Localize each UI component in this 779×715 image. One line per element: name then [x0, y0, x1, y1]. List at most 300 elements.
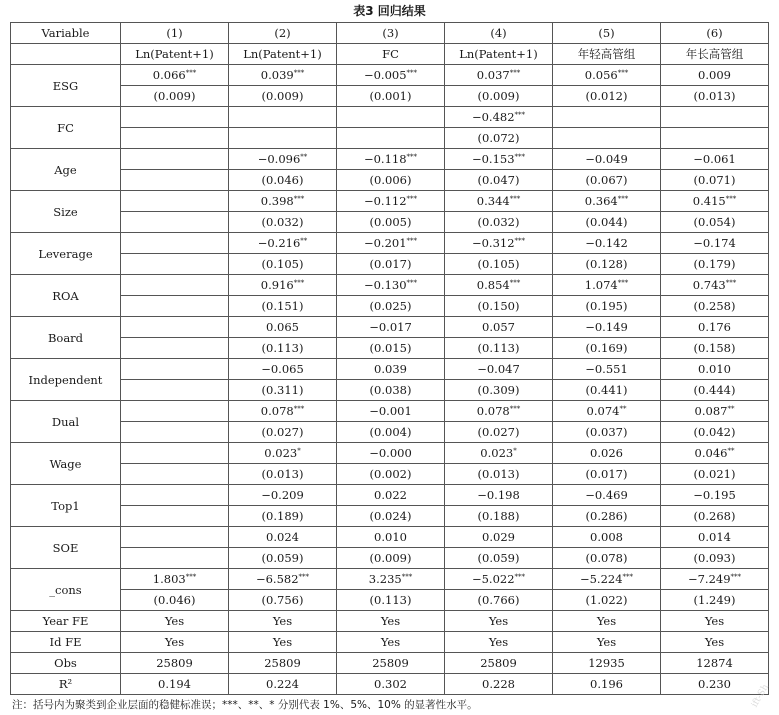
coef-cell — [229, 485, 337, 506]
coef-cell — [445, 443, 553, 464]
se-cell — [121, 212, 229, 233]
coef-row — [11, 107, 769, 128]
coef-row — [11, 527, 769, 548]
se-cell: (0.001) — [337, 86, 445, 107]
significance-stars: *** — [617, 195, 629, 203]
coef-cell — [229, 191, 337, 212]
significance-stars: *** — [509, 405, 521, 413]
significance-stars: *** — [730, 573, 742, 581]
significance-stars: ** — [727, 405, 735, 413]
watermark: ift-Sh — [750, 682, 772, 710]
significance-stars: *** — [293, 405, 305, 413]
significance-stars: *** — [185, 573, 197, 581]
significance-stars: *** — [617, 279, 629, 287]
coef-value: 0.010 — [374, 530, 407, 544]
footer-label: R² — [11, 674, 121, 695]
coef-cell — [553, 275, 661, 296]
coef-cell — [229, 317, 337, 338]
footer-cell: 25809 — [121, 653, 229, 674]
coef-cell — [661, 275, 769, 296]
se-cell: (0.158) — [661, 338, 769, 359]
header-row-numbers — [11, 23, 769, 44]
coef-value: 0.074 — [586, 404, 620, 418]
coef-value: 0.014 — [698, 530, 731, 544]
coef-cell — [121, 275, 229, 296]
footer-cell: 12935 — [553, 653, 661, 674]
footer-cell: Yes — [553, 611, 661, 632]
coef-cell — [337, 569, 445, 590]
footer-cell: 25809 — [445, 653, 553, 674]
coef-value: 0.008 — [590, 530, 623, 544]
coef-cell — [229, 443, 337, 464]
coef-value: 0.037 — [476, 68, 510, 82]
coef-cell — [445, 233, 553, 254]
coef-cell — [661, 149, 769, 170]
header-cell: (1) — [121, 23, 229, 44]
coef-cell — [553, 359, 661, 380]
se-cell: (0.009) — [445, 86, 553, 107]
coef-value: −0.000 — [369, 446, 412, 460]
footer-cell: Yes — [661, 632, 769, 653]
coef-value: 0.415 — [692, 194, 726, 208]
header-cell: Ln(Patent+1) — [445, 44, 553, 65]
coef-cell — [553, 401, 661, 422]
se-cell — [661, 128, 769, 149]
coef-cell — [445, 485, 553, 506]
coef-cell — [337, 401, 445, 422]
se-cell: (0.059) — [445, 548, 553, 569]
coef-value: 0.039 — [374, 362, 407, 376]
coef-cell — [445, 569, 553, 590]
coef-cell — [337, 65, 445, 86]
header-cell: Ln(Patent+1) — [121, 44, 229, 65]
significance-stars: ** — [727, 447, 735, 455]
coef-value: −0.017 — [369, 320, 412, 334]
se-row — [11, 590, 769, 611]
header-cell: Ln(Patent+1) — [229, 44, 337, 65]
se-cell — [121, 254, 229, 275]
coef-row — [11, 443, 769, 464]
coef-cell — [229, 527, 337, 548]
significance-stars: *** — [293, 69, 305, 77]
coef-value: 0.023 — [480, 446, 514, 460]
coef-cell — [121, 527, 229, 548]
significance-stars: * — [297, 447, 301, 455]
se-cell: (0.150) — [445, 296, 553, 317]
coef-cell — [337, 107, 445, 128]
coef-value: 0.176 — [698, 320, 731, 334]
significance-stars: *** — [406, 195, 418, 203]
header-cell — [11, 44, 121, 65]
coef-cell — [229, 275, 337, 296]
significance-stars: *** — [514, 237, 526, 245]
coef-value: 0.087 — [694, 404, 728, 418]
se-cell: (0.037) — [553, 422, 661, 443]
footer-cell: 25809 — [337, 653, 445, 674]
coef-value: −6.582 — [255, 572, 299, 586]
coef-cell — [445, 191, 553, 212]
coef-value: 0.010 — [698, 362, 731, 376]
header-cell: 年长高管组 — [661, 44, 769, 65]
coef-cell — [553, 317, 661, 338]
coef-value: 0.743 — [692, 278, 726, 292]
coef-cell — [553, 149, 661, 170]
coef-cell — [553, 191, 661, 212]
coef-value: −5.022 — [471, 572, 515, 586]
significance-stars: *** — [401, 573, 413, 581]
significance-stars: *** — [406, 69, 418, 77]
coef-value: 0.065 — [266, 320, 299, 334]
coef-value: −0.047 — [477, 362, 520, 376]
header-cell: (4) — [445, 23, 553, 44]
se-cell: (0.189) — [229, 506, 337, 527]
se-cell: (0.059) — [229, 548, 337, 569]
se-cell: (0.188) — [445, 506, 553, 527]
significance-stars: ** — [300, 153, 308, 161]
coef-cell — [445, 275, 553, 296]
coef-cell — [661, 65, 769, 86]
coef-cell — [553, 233, 661, 254]
coef-cell — [661, 317, 769, 338]
se-cell — [121, 170, 229, 191]
se-cell: (0.113) — [229, 338, 337, 359]
se-cell — [229, 128, 337, 149]
se-cell: (0.105) — [229, 254, 337, 275]
coef-cell — [337, 191, 445, 212]
header-cell: Variable — [11, 23, 121, 44]
header-cell: (5) — [553, 23, 661, 44]
se-cell: (0.766) — [445, 590, 553, 611]
se-cell: (0.054) — [661, 212, 769, 233]
significance-stars: *** — [514, 573, 526, 581]
se-cell: (0.072) — [445, 128, 553, 149]
se-cell: (0.078) — [553, 548, 661, 569]
se-cell: (0.013) — [445, 464, 553, 485]
coef-cell — [661, 527, 769, 548]
footer-cell: 0.224 — [229, 674, 337, 695]
se-row — [11, 548, 769, 569]
significance-stars: * — [513, 447, 517, 455]
coef-row — [11, 401, 769, 422]
coef-cell — [337, 233, 445, 254]
coef-cell — [121, 485, 229, 506]
coef-value: −0.005 — [363, 68, 407, 82]
se-row — [11, 380, 769, 401]
coef-cell — [229, 233, 337, 254]
coef-cell — [661, 485, 769, 506]
footer-cell: Yes — [445, 632, 553, 653]
footer-row — [11, 611, 769, 632]
coef-value: 0.344 — [476, 194, 510, 208]
se-cell: (1.022) — [553, 590, 661, 611]
coef-cell — [445, 401, 553, 422]
se-cell — [553, 128, 661, 149]
regression-table-body — [11, 23, 769, 695]
coef-value: −0.482 — [471, 110, 515, 124]
coef-value: 0.046 — [694, 446, 728, 460]
coef-cell — [121, 401, 229, 422]
coef-cell — [337, 485, 445, 506]
coef-cell — [661, 191, 769, 212]
se-cell: (0.024) — [337, 506, 445, 527]
coef-value: 0.078 — [476, 404, 510, 418]
coef-cell — [337, 317, 445, 338]
se-cell: (0.311) — [229, 380, 337, 401]
se-row — [11, 170, 769, 191]
se-cell — [121, 380, 229, 401]
table-title: 表3 回归结果 — [353, 4, 426, 18]
footer-cell: Yes — [337, 611, 445, 632]
coef-row — [11, 149, 769, 170]
coef-value: 1.074 — [584, 278, 618, 292]
coef-cell — [121, 65, 229, 86]
footer-cell: 12874 — [661, 653, 769, 674]
se-cell: (0.042) — [661, 422, 769, 443]
coef-value: 0.916 — [260, 278, 294, 292]
footer-row — [11, 653, 769, 674]
significance-stars: *** — [293, 279, 305, 287]
coef-cell — [229, 569, 337, 590]
footer-cell: Yes — [121, 632, 229, 653]
se-cell: (0.006) — [337, 170, 445, 191]
footer-cell: Yes — [229, 632, 337, 653]
se-cell: (0.013) — [661, 86, 769, 107]
variable-name: Size — [11, 191, 121, 233]
se-row — [11, 422, 769, 443]
significance-stars: ** — [619, 405, 627, 413]
coef-value: 0.039 — [260, 68, 294, 82]
variable-name: Independent — [11, 359, 121, 401]
coef-cell — [229, 359, 337, 380]
coef-cell — [337, 443, 445, 464]
significance-stars: *** — [514, 111, 526, 119]
coef-value: −0.118 — [363, 152, 407, 166]
coef-cell — [661, 401, 769, 422]
header-cell: 年轻高管组 — [553, 44, 661, 65]
coef-value: 0.056 — [584, 68, 618, 82]
se-cell: (0.005) — [337, 212, 445, 233]
coef-value: 0.024 — [266, 530, 299, 544]
se-cell: (0.015) — [337, 338, 445, 359]
coef-cell — [337, 359, 445, 380]
coef-cell — [121, 233, 229, 254]
coef-value: 0.364 — [584, 194, 618, 208]
se-cell: (0.309) — [445, 380, 553, 401]
coef-value: −0.149 — [585, 320, 628, 334]
se-cell: (0.286) — [553, 506, 661, 527]
se-cell: (0.038) — [337, 380, 445, 401]
se-cell: (0.195) — [553, 296, 661, 317]
coef-value: −0.195 — [693, 488, 736, 502]
se-cell: (0.046) — [121, 590, 229, 611]
se-cell: (0.013) — [229, 464, 337, 485]
coef-value: 0.398 — [260, 194, 294, 208]
se-cell: (0.017) — [553, 464, 661, 485]
se-cell: (0.032) — [445, 212, 553, 233]
coef-cell — [121, 191, 229, 212]
se-row — [11, 338, 769, 359]
coef-value: −0.312 — [471, 236, 515, 250]
coef-value: 0.026 — [590, 446, 623, 460]
coef-cell — [661, 233, 769, 254]
significance-stars: *** — [509, 279, 521, 287]
coef-cell — [661, 107, 769, 128]
significance-stars: *** — [406, 279, 418, 287]
coef-cell — [337, 275, 445, 296]
se-cell: (0.113) — [445, 338, 553, 359]
se-cell: (0.151) — [229, 296, 337, 317]
coef-value: −0.061 — [693, 152, 736, 166]
se-cell — [121, 128, 229, 149]
coef-cell — [229, 401, 337, 422]
regression-table — [10, 22, 769, 695]
coef-value: −0.065 — [261, 362, 304, 376]
significance-stars: *** — [298, 573, 310, 581]
coef-cell — [121, 569, 229, 590]
coef-cell — [661, 443, 769, 464]
variable-name: ESG — [11, 65, 121, 107]
se-row — [11, 128, 769, 149]
coef-cell — [229, 149, 337, 170]
significance-stars: *** — [509, 195, 521, 203]
significance-stars: ** — [300, 237, 308, 245]
se-cell: (0.444) — [661, 380, 769, 401]
coef-value: −0.001 — [369, 404, 412, 418]
coef-value: −0.209 — [261, 488, 304, 502]
significance-stars: *** — [617, 69, 629, 77]
variable-name: Top1 — [11, 485, 121, 527]
footer-cell: Yes — [553, 632, 661, 653]
header-cell: FC — [337, 44, 445, 65]
se-cell — [121, 506, 229, 527]
significance-stars: *** — [406, 237, 418, 245]
se-row — [11, 506, 769, 527]
se-cell — [121, 338, 229, 359]
coef-cell — [229, 107, 337, 128]
se-cell: (0.004) — [337, 422, 445, 443]
footer-cell: Yes — [445, 611, 553, 632]
variable-name: Age — [11, 149, 121, 191]
coef-cell — [445, 149, 553, 170]
se-cell — [121, 422, 229, 443]
significance-stars: *** — [509, 69, 521, 77]
coef-value: 0.854 — [476, 278, 510, 292]
se-cell: (0.032) — [229, 212, 337, 233]
footer-cell: 0.196 — [553, 674, 661, 695]
significance-stars: *** — [406, 153, 418, 161]
footer-label: Id FE — [11, 632, 121, 653]
se-cell: (0.067) — [553, 170, 661, 191]
significance-stars: *** — [293, 195, 305, 203]
se-cell: (0.021) — [661, 464, 769, 485]
coef-value: −0.112 — [363, 194, 407, 208]
coef-cell — [121, 359, 229, 380]
footer-cell: 0.194 — [121, 674, 229, 695]
significance-stars: *** — [622, 573, 634, 581]
coef-value: 0.066 — [152, 68, 186, 82]
se-cell: (0.128) — [553, 254, 661, 275]
se-cell: (0.071) — [661, 170, 769, 191]
se-cell: (0.012) — [553, 86, 661, 107]
footer-cell: Yes — [337, 632, 445, 653]
se-cell: (0.009) — [229, 86, 337, 107]
coef-value: −0.174 — [693, 236, 736, 250]
se-cell: (0.047) — [445, 170, 553, 191]
se-cell: (0.169) — [553, 338, 661, 359]
coef-row — [11, 191, 769, 212]
coef-row — [11, 485, 769, 506]
se-row — [11, 212, 769, 233]
se-cell — [121, 296, 229, 317]
coef-value: −0.198 — [477, 488, 520, 502]
se-cell: (0.093) — [661, 548, 769, 569]
header-cell: (2) — [229, 23, 337, 44]
coef-cell — [553, 107, 661, 128]
se-cell: (0.017) — [337, 254, 445, 275]
footer-label: Obs — [11, 653, 121, 674]
variable-name: Wage — [11, 443, 121, 485]
variable-name: Board — [11, 317, 121, 359]
coef-value: −7.249 — [687, 572, 731, 586]
coef-value: 0.009 — [698, 68, 731, 82]
coef-value: 0.057 — [482, 320, 515, 334]
variable-name: Leverage — [11, 233, 121, 275]
coef-value: 3.235 — [368, 572, 402, 586]
coef-cell — [121, 443, 229, 464]
coef-cell — [661, 359, 769, 380]
variable-name: SOE — [11, 527, 121, 569]
coef-value: −0.142 — [585, 236, 628, 250]
coef-value: 0.078 — [260, 404, 294, 418]
footer-cell: 0.302 — [337, 674, 445, 695]
variable-name: ROA — [11, 275, 121, 317]
coef-row — [11, 275, 769, 296]
coef-cell — [553, 485, 661, 506]
se-cell: (0.268) — [661, 506, 769, 527]
coef-value: −0.469 — [585, 488, 628, 502]
coef-cell — [553, 527, 661, 548]
coef-row — [11, 359, 769, 380]
coef-cell — [553, 569, 661, 590]
coef-value: −0.216 — [257, 236, 301, 250]
footer-cell: Yes — [229, 611, 337, 632]
se-cell: (0.027) — [229, 422, 337, 443]
header-cell: (3) — [337, 23, 445, 44]
footer-cell: 0.228 — [445, 674, 553, 695]
coef-value: −0.551 — [585, 362, 628, 376]
coef-cell — [445, 359, 553, 380]
coef-value: −0.096 — [257, 152, 301, 166]
coef-cell — [661, 569, 769, 590]
coef-cell — [553, 443, 661, 464]
coef-row — [11, 65, 769, 86]
coef-row — [11, 233, 769, 254]
coef-value: 0.022 — [374, 488, 407, 502]
coef-cell — [445, 317, 553, 338]
coef-cell — [121, 107, 229, 128]
se-cell: (0.027) — [445, 422, 553, 443]
se-row — [11, 296, 769, 317]
se-cell: (0.113) — [337, 590, 445, 611]
coef-cell — [337, 527, 445, 548]
significance-stars: *** — [725, 195, 737, 203]
coef-value: 1.803 — [152, 572, 186, 586]
se-cell: (0.044) — [553, 212, 661, 233]
footer-cell: 0.230 — [661, 674, 769, 695]
variable-name: _cons — [11, 569, 121, 611]
coef-value: 0.029 — [482, 530, 515, 544]
coef-cell — [121, 317, 229, 338]
